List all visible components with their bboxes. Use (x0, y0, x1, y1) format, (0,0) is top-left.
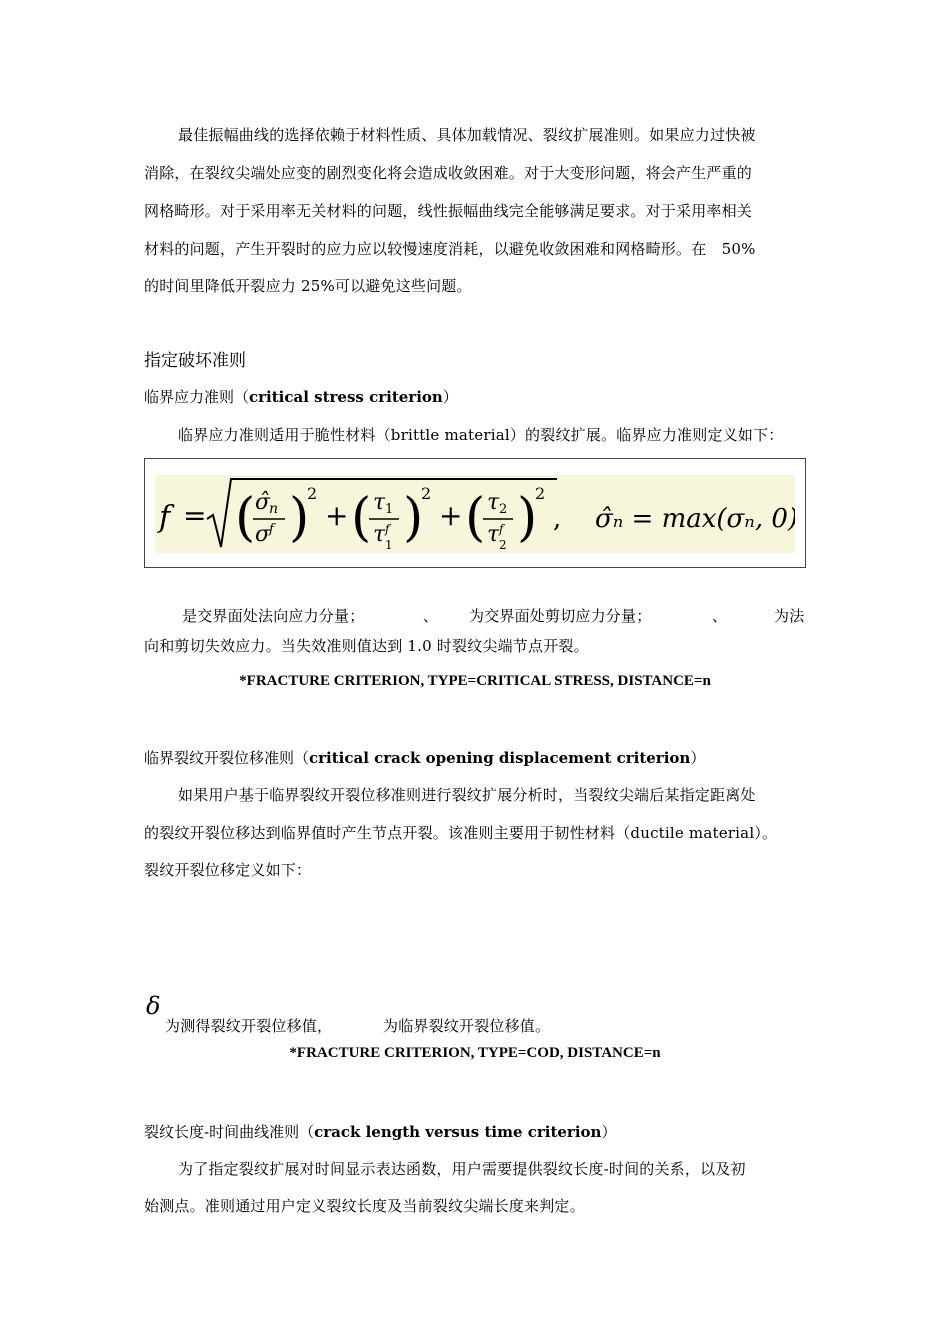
section-title: 指定破坏准则 (144, 351, 246, 371)
heading-close: ） (442, 388, 458, 406)
svg-text:+: + (439, 499, 463, 532)
svg-text:=: = (183, 499, 207, 532)
cod-def-1: 为测得裂纹开裂位移值， (165, 1017, 333, 1035)
formula-box (144, 458, 806, 568)
svg-text:τ: τ (373, 490, 386, 515)
heading-cn: 临界裂纹开裂位移准则（ (144, 749, 310, 767)
svg-text:2: 2 (421, 484, 432, 503)
critical-stress-keyword: *FRACTURE CRITERION, TYPE=CRITICAL STRESS, DISTANCE=n (239, 673, 711, 689)
formula-image (155, 475, 795, 553)
heading-close: ） (690, 749, 706, 767)
svg-text:): ) (517, 488, 538, 548)
svg-text:+: + (325, 499, 349, 532)
svg-text:τ: τ (373, 522, 386, 547)
explain-line-2: 向和剪切失效应力。当失效准则值达到 1.0 时裂纹尖端节点开裂。 (144, 637, 589, 655)
crack-length-heading (144, 1121, 616, 1142)
cod-line-3: 裂纹开裂位移定义如下： (144, 861, 312, 879)
formula-lhs: f (159, 500, 171, 535)
heading-en: crack length versus time criterion (314, 1123, 602, 1141)
explain-part-3: 为交界面处剪切应力分量； (469, 607, 652, 625)
svg-text:σ̂: σ̂ (255, 490, 271, 515)
svg-text:): ) (403, 488, 424, 548)
explain-part-5: 为法 (774, 607, 805, 625)
cod-line-1: 如果用户基于临界裂纹开裂位移准则进行裂纹扩展分析时，当裂纹尖端后某指定距离处 (178, 786, 756, 804)
cod-line-2: 的裂纹开裂位移达到临界值时产生节点开裂。该准则主要用于韧性材料（ductile material）。 (144, 824, 778, 842)
svg-text:f: f (269, 522, 274, 537)
svg-text:2: 2 (307, 484, 318, 503)
svg-text:,: , (553, 504, 562, 534)
heading-close: ） (601, 1123, 617, 1141)
svg-text:(: ( (235, 488, 256, 548)
svg-text:2: 2 (499, 502, 508, 517)
svg-text:τ: τ (487, 490, 500, 515)
svg-text:2: 2 (535, 484, 546, 503)
cod-keyword: *FRACTURE CRITERION, TYPE=COD, DISTANCE=n (289, 1045, 661, 1061)
crack-length-line-1: 为了指定裂纹扩展对时间显示表达函数，用户需要提供裂纹长度-时间的关系，以及初 (178, 1160, 746, 1178)
paragraph-1-line-1: 最佳振幅曲线的选择依赖于材料性质、具体加载情况、裂纹扩展准则。如果应力过快被 (178, 126, 756, 144)
heading-en: critical stress criterion (249, 388, 443, 406)
formula-rhs: σ̂ₙ = max(σₙ, 0), (595, 504, 795, 534)
cod-def-2: 为临界裂纹开裂位移值。 (383, 1017, 551, 1035)
crack-length-line-2: 始测点。准则通过用户定义裂纹长度及当前裂纹尖端长度来判定。 (144, 1197, 585, 1215)
svg-text:τ: τ (487, 522, 500, 547)
svg-text:f: f (385, 522, 390, 536)
paragraph-1-line-3: 网格畸形。对于采用率无关材料的问题，线性振幅曲线完全能够满足要求。对于采用率相关 (144, 202, 753, 220)
paragraph-1-line-4: 材料的问题，产生开裂时的应力应以较慢速度消耗，以避免收敛困难和网格畸形。在 50% (144, 240, 756, 258)
paragraph-1-line-2: 消除，在裂纹尖端处应变的剧烈变化将会造成收敛困难。对于大变形问题，将会产生严重的 (144, 164, 753, 182)
heading-en: critical crack opening displacement criterion (309, 749, 691, 767)
heading-cn: 临界应力准则（ (144, 388, 250, 406)
svg-text:(: ( (465, 488, 486, 548)
critical-stress-intro: 临界应力准则适用于脆性材料（brittle material）的裂纹扩展。临界应力准则定义如下： (178, 426, 784, 444)
svg-text:n: n (269, 501, 279, 517)
paragraph-1-line-5: 的时间里降低开裂应力 25%可以避免这些问题。 (144, 277, 472, 295)
svg-text:2: 2 (499, 538, 507, 552)
critical-stress-heading (144, 386, 458, 407)
explain-part-1: 是交界面处法向应力分量； (182, 607, 365, 625)
explain-part-2: 、 (423, 607, 439, 625)
cod-heading (144, 747, 705, 768)
stress-formula (155, 475, 795, 553)
heading-cn: 裂纹长度-时间曲线准则（ (144, 1123, 315, 1141)
svg-text:1: 1 (385, 538, 393, 552)
explain-part-4: 、 (712, 607, 728, 625)
delta-symbol: δ (146, 992, 161, 1020)
svg-text:1: 1 (385, 502, 394, 517)
svg-text:σ: σ (255, 522, 271, 547)
svg-text:(: ( (351, 488, 372, 548)
svg-text:f: f (499, 522, 504, 536)
svg-text:): ) (289, 488, 310, 548)
